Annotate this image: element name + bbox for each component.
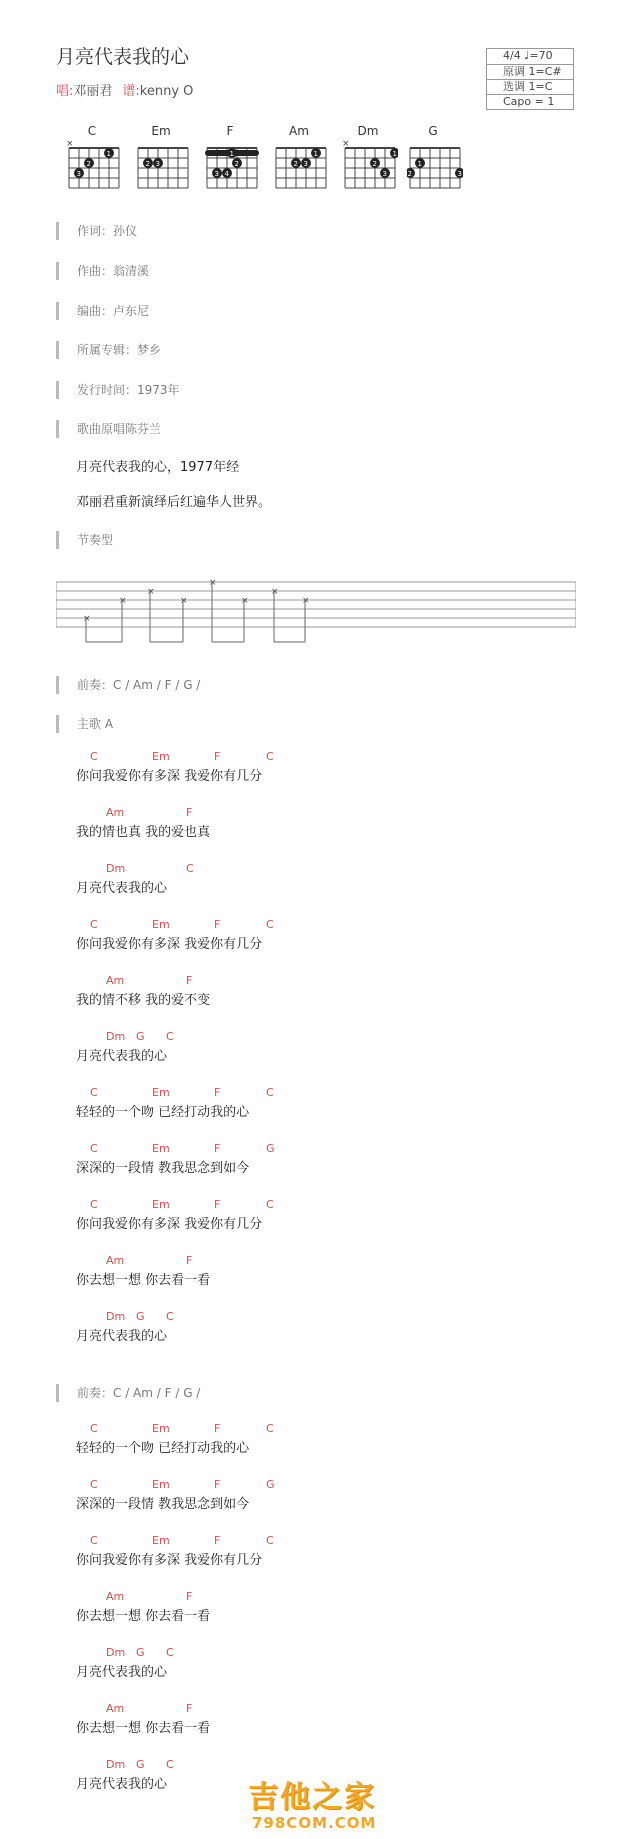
chord-symbol: C [266, 918, 274, 931]
chord-symbol: Em [152, 1198, 170, 1211]
svg-text:2: 2 [234, 160, 239, 168]
chord-name: G [428, 124, 438, 138]
svg-text:×: × [209, 578, 217, 588]
chord-symbol: G [136, 1758, 145, 1771]
lyric-text: 你问我爱你有多深 我爱你有几分 [76, 769, 263, 784]
chord-symbol: Em [152, 1142, 170, 1155]
tempo-info: 4/4 ♩=70 [503, 49, 553, 62]
svg-text:2: 2 [372, 160, 377, 168]
svg-text:2: 2 [293, 160, 298, 168]
chord-symbol: Am [106, 1590, 125, 1603]
chord-am-fretboard [273, 138, 329, 190]
chord-symbol: F [186, 1702, 193, 1715]
lyricist-section: 作词：孙仪 [56, 222, 137, 240]
chord-symbol: C [90, 918, 98, 931]
chord-symbol: Em [152, 918, 170, 931]
lyric-text: 你去想一想 你去看一看 [76, 1609, 211, 1624]
song-info-box [486, 48, 574, 110]
svg-text:3: 3 [303, 160, 308, 168]
song-title: 月亮代表我的心 [56, 46, 190, 68]
svg-text:1: 1 [229, 150, 234, 158]
original-singer-section: 歌曲原唱陈芬兰 [56, 420, 161, 438]
chord-symbol: G [136, 1646, 145, 1659]
lyric-text: 深深的一段情 教我思念到如今 [76, 1161, 250, 1176]
chord-name: C [87, 124, 97, 138]
svg-text:1: 1 [392, 150, 397, 158]
site-watermark [248, 1772, 398, 1832]
chord-symbol: Am [106, 1702, 125, 1715]
lyric-text: 你去想一想 你去看一看 [76, 1721, 211, 1736]
chord-symbol: F [214, 1198, 221, 1211]
svg-text:×: × [180, 596, 188, 606]
svg-text:×: × [119, 596, 127, 606]
chord-symbol: Em [152, 1086, 170, 1099]
chord-symbol: F [186, 1590, 193, 1603]
svg-text:2: 2 [407, 170, 412, 178]
svg-text:3: 3 [155, 160, 160, 168]
arranger-section: 编曲：卢东尼 [56, 302, 149, 320]
chord-symbol: C [90, 1478, 98, 1491]
svg-text:4: 4 [224, 170, 229, 178]
svg-text:×: × [342, 139, 350, 149]
chord-symbol: Em [152, 1534, 170, 1547]
chord-symbol: Am [106, 974, 125, 987]
svg-text:×: × [302, 596, 310, 606]
chord-symbol: G [136, 1310, 145, 1323]
lyric-text: 月亮代表我的心 [76, 1777, 168, 1792]
rhythm-pattern [56, 576, 576, 652]
chord-symbol: Dm [106, 1646, 126, 1659]
chord-symbol: F [214, 1422, 221, 1435]
chord-symbol: F [186, 974, 193, 987]
chord-symbol: C [166, 1030, 174, 1043]
lyric-text: 我的情不移 我的爱不变 [76, 993, 211, 1008]
chord-symbol: C [266, 1534, 274, 1547]
chord-symbol: C [90, 750, 98, 763]
chord-c-fretboard [66, 138, 122, 190]
chord-name: Dm [357, 124, 379, 138]
album-section: 所属专辑：梦乡 [56, 341, 161, 359]
intro-section: 前奏：C / Am / F / G / [56, 676, 200, 694]
svg-text:×: × [83, 614, 91, 624]
svg-text:2: 2 [86, 160, 91, 168]
svg-text:3: 3 [457, 170, 462, 178]
chord-symbol: C [186, 862, 194, 875]
chord-symbol: F [214, 1086, 221, 1099]
chord-symbol: Am [106, 806, 125, 819]
chord-symbol: F [214, 1534, 221, 1547]
lyric-text: 月亮代表我的心 [76, 881, 168, 896]
description-line-2: 邓丽君重新演绎后红遍华人世界。 [76, 495, 272, 510]
song-byline [56, 80, 193, 99]
svg-text:3: 3 [76, 170, 81, 178]
lyric-text: 月亮代表我的心 [76, 1049, 168, 1064]
chord-symbol: C [166, 1310, 174, 1323]
lyric-text: 你问我爱你有多深 我爱你有几分 [76, 937, 263, 952]
release-section: 发行时间：1973年 [56, 381, 180, 399]
lyric-text: 月亮代表我的心 [76, 1665, 168, 1680]
chord-symbol: Dm [106, 862, 126, 875]
lyric-text: 月亮代表我的心 [76, 1329, 168, 1344]
chord-symbol: C [166, 1646, 174, 1659]
original-key-info: 原调 1=C# [487, 64, 573, 79]
chord-symbol: Dm [106, 1310, 126, 1323]
svg-text:3: 3 [214, 170, 219, 178]
lyric-text: 你问我爱你有多深 我爱你有几分 [76, 1553, 263, 1568]
chord-dm-fretboard [342, 138, 398, 190]
intro-section-2: 前奏：C / Am / F / G / [56, 1384, 200, 1402]
arranger-name: kenny O [139, 84, 194, 99]
chord-symbol: F [186, 1254, 193, 1267]
svg-text:1: 1 [106, 150, 111, 158]
watermark-url: 798COM.COM [252, 1814, 377, 1832]
chord-symbol: F [214, 918, 221, 931]
chord-symbol: Em [152, 750, 170, 763]
lyric-text: 我的情也真 我的爱也真 [76, 825, 211, 840]
chord-name: Em [151, 124, 171, 138]
chord-name: F [226, 124, 234, 138]
chord-symbol: C [166, 1758, 174, 1771]
chord-symbol: C [266, 1422, 274, 1435]
chord-symbol: C [90, 1534, 98, 1547]
capo-info: Capo = 1 [487, 94, 573, 109]
chord-symbol: C [266, 750, 274, 763]
chord-symbol: C [90, 1142, 98, 1155]
chord-symbol: Dm [106, 1758, 126, 1771]
chord-symbol: Dm [106, 1030, 126, 1043]
watermark-logo-text: 吉他之家 [248, 1780, 376, 1815]
chord-symbol: Em [152, 1478, 170, 1491]
chord-symbol: Am [106, 1254, 125, 1267]
description-line-1: 月亮代表我的心，1977年经 [76, 460, 240, 475]
svg-text:1: 1 [417, 160, 422, 168]
lyric-text: 轻轻的一个吻 已经打动我的心 [76, 1441, 250, 1456]
chord-symbol: C [266, 1086, 274, 1099]
svg-text:×: × [66, 139, 74, 149]
chord-symbol: F [214, 1142, 221, 1155]
singer-label: 唱: [56, 84, 74, 99]
selected-key-info: 选调 1=C [487, 79, 573, 94]
chord-name: Am [289, 124, 309, 138]
chord-symbol: Em [152, 1422, 170, 1435]
composer-section: 作曲：翁清溪 [56, 262, 149, 280]
chord-symbol: G [136, 1030, 145, 1043]
lyric-text: 你问我爱你有多深 我爱你有几分 [76, 1217, 263, 1232]
chord-g-fretboard [407, 138, 463, 190]
svg-text:×: × [271, 587, 279, 597]
svg-text:1: 1 [313, 150, 318, 158]
chord-symbol: C [90, 1086, 98, 1099]
rhythm-section: 节奏型 [56, 531, 113, 549]
singer-name[interactable]: 邓丽君 [73, 84, 113, 99]
chord-symbol: F [214, 1478, 221, 1491]
chord-symbol: F [214, 750, 221, 763]
svg-text:×: × [147, 587, 155, 597]
svg-text:×: × [241, 596, 249, 606]
chord-symbol: G [266, 1142, 275, 1155]
chord-symbol: C [266, 1198, 274, 1211]
arranger-label: 谱: [122, 84, 140, 99]
chord-symbol: C [90, 1198, 98, 1211]
verse-a-section: 主歌 A [56, 715, 113, 733]
chord-f-fretboard [204, 138, 260, 190]
svg-text:3: 3 [382, 170, 387, 178]
lyric-text: 轻轻的一个吻 已经打动我的心 [76, 1105, 250, 1120]
svg-text:2: 2 [145, 160, 150, 168]
lyric-text: 深深的一段情 教我思念到如今 [76, 1497, 250, 1512]
lyric-text: 你去想一想 你去看一看 [76, 1273, 211, 1288]
chord-em-fretboard [135, 138, 191, 190]
chord-symbol: C [90, 1422, 98, 1435]
chord-symbol: F [186, 806, 193, 819]
chord-symbol: G [266, 1478, 275, 1491]
